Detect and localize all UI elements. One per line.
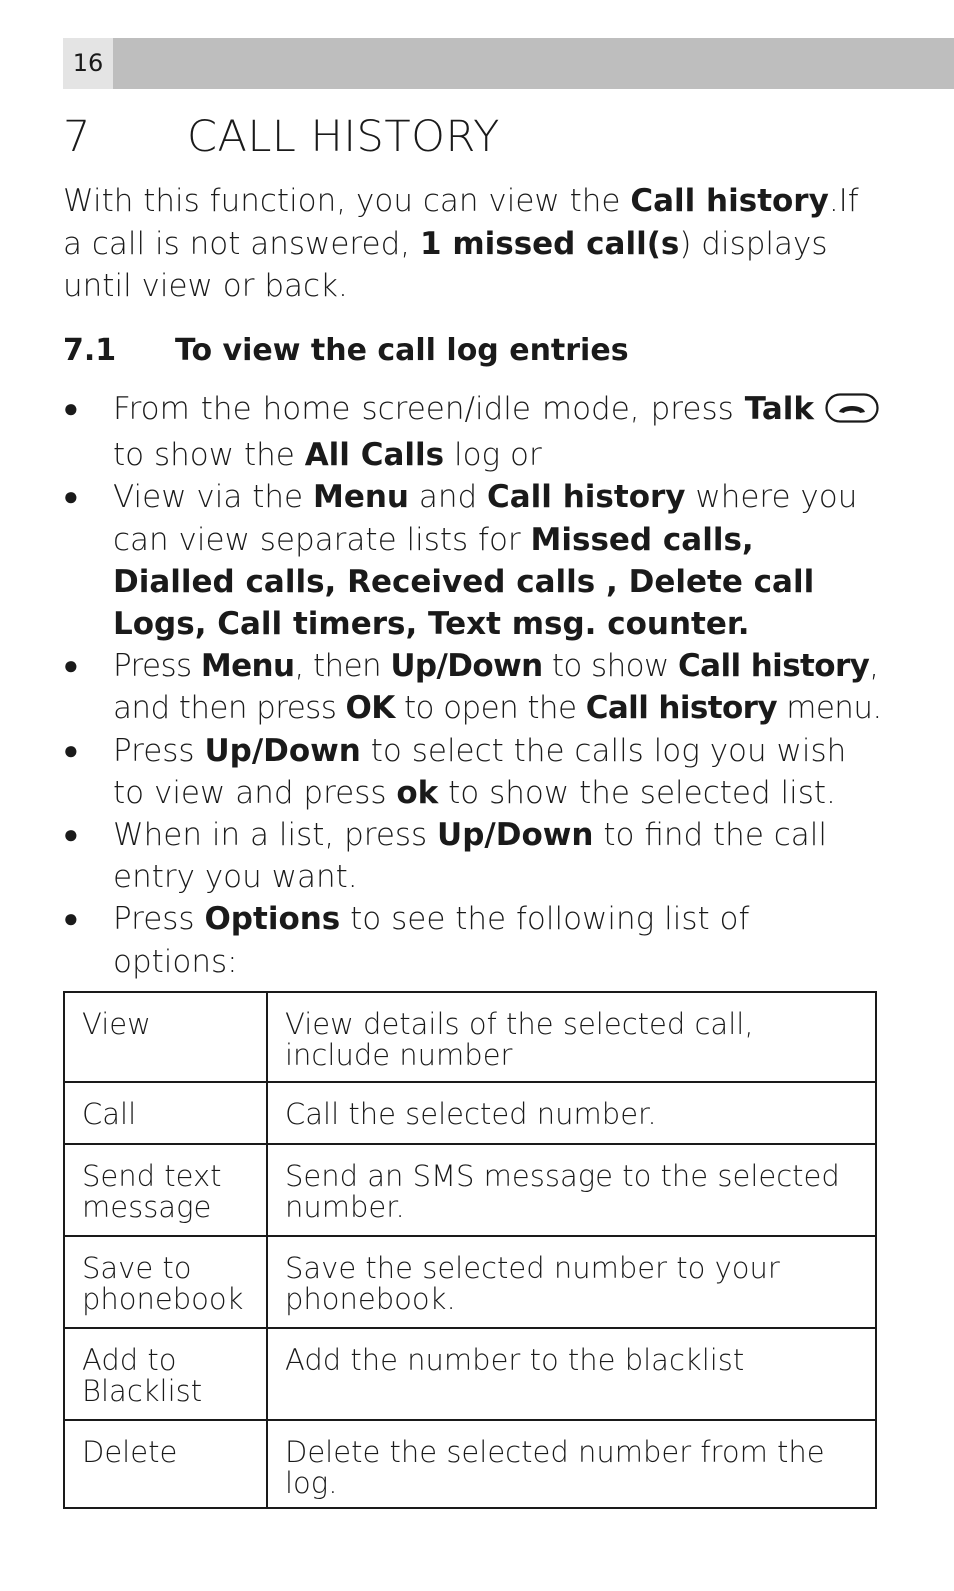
item-text: to show — [542, 648, 678, 685]
item-text: to open the — [394, 690, 586, 727]
item-text: where you can view separate lists for — [113, 479, 858, 558]
page-header-bar — [63, 38, 954, 89]
item-bold: Menu — [312, 479, 409, 516]
bullet-icon: ● — [63, 904, 79, 935]
option-name-cell: Send text message — [64, 1144, 267, 1236]
option-name-cell: Call — [64, 1082, 267, 1144]
item-text: From the home screen/idle mode, press — [113, 391, 745, 427]
item-bold: Options — [204, 901, 341, 938]
item-bold: Missed calls, Dialled calls, Received calls , Delete call Logs, Call timers, Text msg. counter. — [113, 521, 815, 643]
item-bold: Up/Down — [390, 648, 543, 685]
item-text: View via the — [113, 479, 313, 516]
intro-text: .If a call is not answered, — [63, 183, 859, 262]
chapter-number: 7 — [63, 112, 91, 162]
list-item — [63, 388, 883, 476]
option-description-cell: Save the selected number to your phonebook. — [267, 1236, 876, 1328]
chapter-title-text: CALL HISTORY — [187, 112, 500, 162]
item-bold: Menu — [200, 648, 295, 685]
intro-paragraph — [63, 180, 883, 308]
option-name-cell: Add to Blacklist — [64, 1328, 267, 1420]
item-bold: Up/Down — [437, 817, 594, 854]
table-row — [64, 1420, 876, 1508]
option-description-cell: View details of the selected call, include number — [267, 992, 876, 1082]
list-item — [63, 645, 883, 729]
table-row — [64, 1144, 876, 1236]
option-name-cell: Save to phonebook — [64, 1236, 267, 1328]
list-item — [63, 476, 883, 645]
bullet-icon: ● — [63, 735, 79, 766]
item-bold: All Calls — [304, 437, 445, 474]
option-description-cell: Add the number to the blacklist — [267, 1328, 876, 1420]
intro-text: ) displays until view or back. — [63, 225, 828, 304]
option-description-cell: Send an SMS message to the selected number. — [267, 1144, 876, 1236]
table-row — [64, 992, 876, 1082]
intro-bold: Call history — [630, 183, 829, 219]
section-number: 7.1 — [63, 333, 117, 368]
page-number: 16 — [63, 38, 113, 89]
option-name-cell: View — [64, 992, 267, 1082]
item-text: Press — [113, 901, 205, 938]
options-table — [63, 991, 877, 1509]
item-text: Press — [113, 732, 205, 769]
item-text: Press — [113, 648, 201, 685]
instruction-list — [63, 388, 883, 983]
item-text: menu. — [776, 690, 882, 727]
table-row — [64, 1328, 876, 1420]
item-bold: Call history — [678, 648, 870, 685]
table-row — [64, 1236, 876, 1328]
item-bold: Talk — [744, 391, 815, 427]
item-text: , and then press — [113, 648, 879, 727]
item-text: , then — [294, 648, 391, 685]
item-text: to show the selected list. — [438, 774, 836, 811]
bullet-icon: ● — [63, 651, 79, 682]
item-bold: ok — [396, 774, 439, 811]
item-bold: Call history — [585, 690, 777, 727]
list-item — [63, 814, 883, 898]
item-text: log or — [444, 437, 542, 474]
item-text: to show the — [113, 437, 305, 474]
chapter-title — [63, 112, 500, 162]
intro-bold: 1 missed call(s — [419, 225, 680, 262]
bullet-icon: ● — [63, 820, 79, 851]
intro-text: With this function, you can view the — [63, 183, 631, 219]
bullet-icon: ● — [63, 394, 79, 424]
item-bold: Up/Down — [204, 732, 361, 769]
item-text: and — [408, 479, 488, 516]
item-text: to select the calls log you wish to view and press — [113, 732, 847, 811]
option-description-cell: Delete the selected number from the log. — [267, 1420, 876, 1508]
phone-handset-icon — [825, 392, 879, 434]
table-row — [64, 1082, 876, 1144]
item-text: to see the following list of options: — [113, 901, 750, 980]
bullet-icon: ● — [63, 482, 79, 513]
section-title-text: To view the call log entries — [175, 333, 629, 368]
section-heading — [63, 333, 629, 368]
option-description-cell: Call the selected number. — [267, 1082, 876, 1144]
option-name-cell: Delete — [64, 1420, 267, 1508]
list-item — [63, 730, 883, 814]
item-bold: OK — [345, 690, 395, 727]
item-bold: Call history — [487, 479, 686, 516]
item-text: to find the call entry you want. — [113, 817, 828, 896]
item-text: When in a list, press — [113, 817, 438, 854]
list-item — [63, 898, 883, 982]
